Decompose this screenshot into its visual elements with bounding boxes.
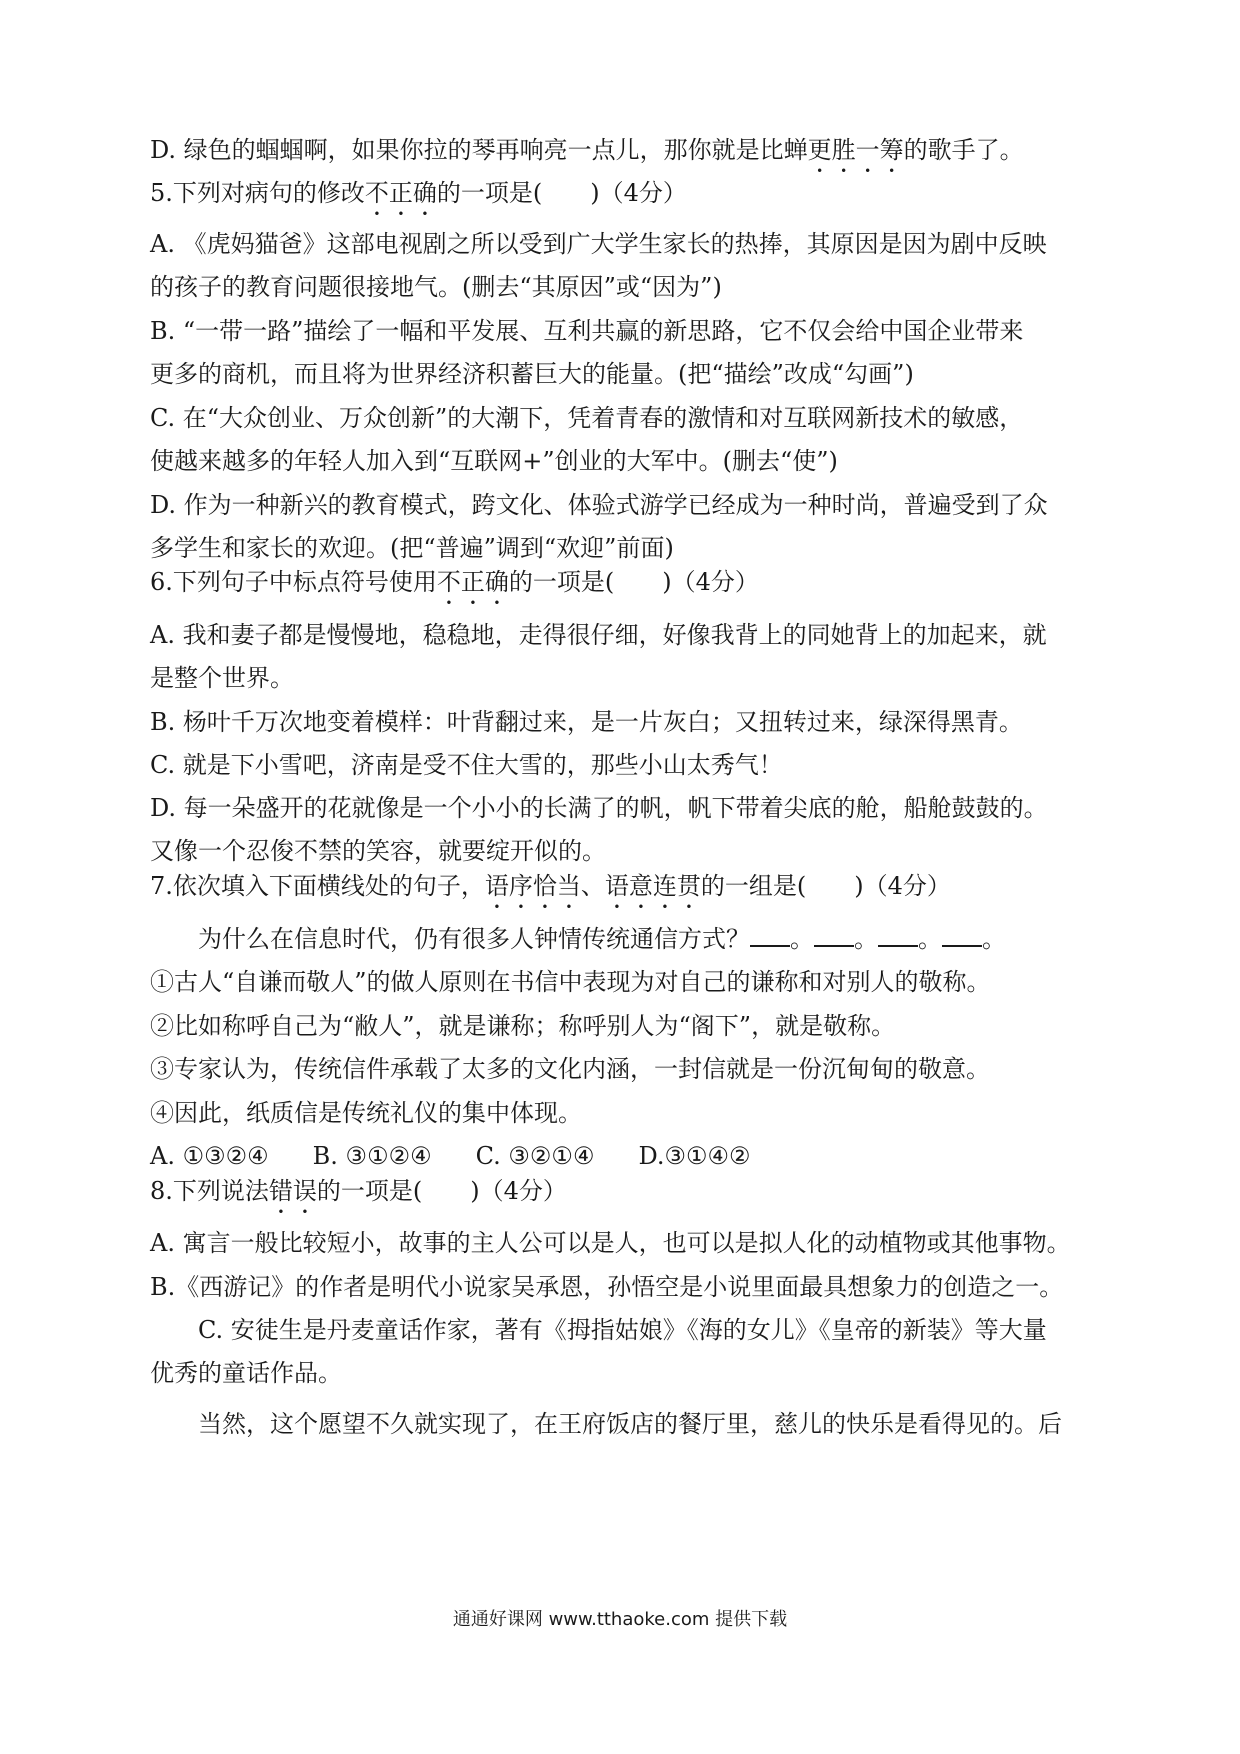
- q7-stem-b: 的一组是( )（4分）: [700, 872, 951, 900]
- emphasis-text: 不正确: [436, 568, 509, 596]
- q6-option-a-line1: A. 我和妻子都是慢慢地，稳稳地，走得很仔细，好像我背上的同她背上的加起来，就: [150, 621, 1047, 649]
- blank-separator: 。: [854, 925, 878, 953]
- blank-separator: 。: [918, 925, 942, 953]
- emphasis-text: 语序恰当、语意连贯: [484, 872, 701, 900]
- q5-stem-b: 的一项是( )（4分）: [436, 179, 687, 207]
- q8-option-c-line1: C. 安徒生是丹麦童话作家，著有《拇指姑娘》《海的女儿》《皇帝的新装》等大量: [198, 1316, 1047, 1344]
- q8-option-b: B.《西游记》的作者是明代小说家吴承恩，孙悟空是小说里面最具想象力的创造之一。: [150, 1273, 1064, 1301]
- question-6-stem: [150, 565, 1100, 610]
- emphasis-text: 错误: [268, 1177, 317, 1205]
- question-5-stem: [150, 176, 1100, 221]
- q7-option-d: D.③①④②: [638, 1142, 751, 1170]
- q8-option-a: A. 寓言一般比较短小，故事的主人公可以是人，也可以是拟人化的动植物或其他事物。: [150, 1229, 1071, 1257]
- q7-sentence-2: ②比如称呼自己为“敝人”，就是谦称；称呼别人为“阁下”，就是敬称。: [150, 1012, 896, 1040]
- q7-option-a: A. ①③②④: [150, 1142, 269, 1170]
- q8-option-c-line2: 优秀的童话作品。: [150, 1359, 342, 1387]
- emphasis-text: 不正确: [364, 179, 437, 207]
- q5-option-d-line2: 多学生和家长的欢迎。(把“普遍”调到“欢迎”前面): [150, 534, 674, 562]
- reading-passage-line: 当然，这个愿望不久就实现了，在王府饭店的餐厅里，慈儿的快乐是看得见的。后: [198, 1410, 1062, 1438]
- fill-blank: [878, 923, 918, 947]
- question-8-stem: [150, 1174, 1100, 1219]
- q5-option-b-line1: B. “一带一路”描绘了一幅和平发展、互利共赢的新思路，它不仅会给中国企业带来: [150, 317, 1024, 345]
- question-7-stem: [150, 869, 1100, 914]
- blank-separator: 。: [790, 925, 814, 953]
- q7-sentence-1: ①古人“自谦而敬人”的做人原则在书信中表现为对自己的谦称和对别人的敬称。: [150, 968, 991, 996]
- q6-option-a-line2: 是整个世界。: [150, 664, 294, 692]
- q4-option-d-text: D. 绿色的蝈蝈啊，如果你拉的琴再响亮一点儿，那你就是比蝉: [150, 136, 808, 164]
- q7-sentence-3: ③专家认为，传统信件承载了太多的文化内涵，一封信就是一份沉甸甸的敬意。: [150, 1055, 990, 1083]
- q6-option-c: C. 就是下小雪吧，济南是受不住大雪的，那些小山太秀气！: [150, 751, 783, 779]
- emphasis-text: 更胜一筹: [807, 136, 904, 164]
- q8-stem-b: 的一项是( )（4分）: [316, 1177, 567, 1205]
- q7-stem-a: 7.依次填入下面横线处的句子，: [150, 872, 485, 900]
- q5-option-c-line2: 使越来越多的年轻人加入到“互联网+”创业的大军中。(删去“使”): [150, 447, 838, 475]
- q7-option-c: C. ③②①④: [475, 1142, 595, 1170]
- q5-option-c-line1: C. 在“大众创业、万众创新”的大潮下，凭着青春的激情和对互联网新技术的敏感，: [150, 404, 1024, 432]
- q7-question-text: 为什么在信息时代，仍有很多人钟情传统通信方式？: [198, 925, 750, 953]
- q7-option-b: B. ③①②④: [312, 1142, 432, 1170]
- q6-stem-a: 6.下列句子中标点符号使用: [150, 568, 437, 596]
- fill-blank: [814, 923, 854, 947]
- fill-blank: [942, 923, 982, 947]
- q8-stem-a: 8.下列说法: [150, 1177, 269, 1205]
- footer-source: 通通好课网 www.tthaoke.com 提供下载: [452, 1609, 788, 1630]
- q6-option-d-line1: D. 每一朵盛开的花就像是一个小小的长满了的帆，帆下带着尖底的舱，船舱鼓鼓的。: [150, 794, 1048, 822]
- q5-stem-a: 5.下列对病句的修改: [150, 179, 365, 207]
- fill-blank: [750, 923, 790, 947]
- q6-option-b: B. 杨叶千万次地变着模样：叶背翻过来，是一片灰白；又扭转过来，绿深得黑青。: [150, 708, 1023, 736]
- q4-option-d: [150, 133, 1100, 178]
- q5-option-a-line1: A. 《虎妈猫爸》这部电视剧之所以受到广大学生家长的热捧，其原因是因为剧中反映: [150, 230, 1047, 258]
- q5-option-b-line2: 更多的商机，而且将为世界经济积蓄巨大的能量。(把“描绘”改成“勾画”): [150, 360, 914, 388]
- q5-option-d-line1: D. 作为一种新兴的教育模式，跨文化、体验式游学已经成为一种时尚，普遍受到了众: [150, 491, 1048, 519]
- blank-separator: 。: [982, 925, 1006, 953]
- q7-options: [150, 1139, 1100, 1173]
- q7-sentence-4: ④因此，纸质信是传统礼仪的集中体现。: [150, 1099, 582, 1127]
- q4-option-d-end: 的歌手了。: [903, 136, 1024, 164]
- q5-option-a-line2: 的孩子的教育问题很接地气。(删去“其原因”或“因为”): [150, 273, 722, 301]
- q6-option-d-line2: 又像一个忍俊不禁的笑容，就要绽开似的。: [150, 837, 606, 865]
- q6-stem-b: 的一项是( )（4分）: [508, 568, 759, 596]
- q7-question-line: [198, 922, 1148, 956]
